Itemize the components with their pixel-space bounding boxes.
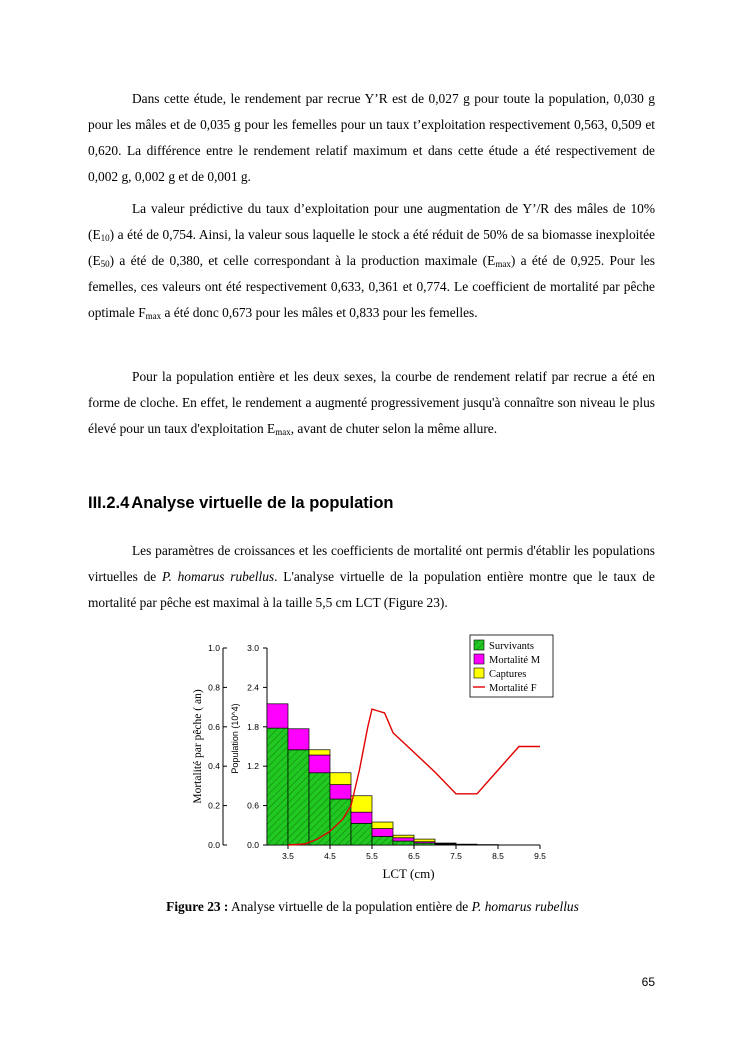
bar-survivants bbox=[267, 728, 288, 845]
bar-survivants bbox=[351, 823, 372, 845]
y-tick-label-population: 2.4 bbox=[247, 682, 259, 693]
x-tick-label: 3.5 bbox=[282, 851, 294, 861]
page-number: 65 bbox=[641, 975, 655, 989]
y-tick-label-population: 3.0 bbox=[247, 643, 259, 653]
y-tick-label-mortality: 0.4 bbox=[208, 761, 220, 772]
y-tick-label-mortality: 0.8 bbox=[208, 682, 220, 693]
legend-label: Captures bbox=[489, 669, 527, 680]
paragraph-population-entiere bbox=[88, 364, 655, 442]
bar-captures bbox=[372, 822, 393, 829]
legend-label: Survivants bbox=[489, 641, 534, 652]
p2-text-a: La valeur prédictive du taux d’exploitation pour une augmentation de Y’/R des mâles de 10% (E bbox=[88, 201, 655, 242]
section-number: III.2.4 bbox=[88, 494, 130, 512]
bar-survivants bbox=[372, 836, 393, 845]
bar-mortalit-m bbox=[330, 785, 351, 799]
bar-captures bbox=[309, 750, 330, 755]
p2-sub-e50: 50 bbox=[100, 259, 110, 269]
figure-caption bbox=[0, 899, 745, 915]
caption-label: Figure 23 : bbox=[166, 899, 229, 914]
bar-captures bbox=[435, 843, 456, 844]
p2-sub-e10: 10 bbox=[100, 233, 110, 243]
bar-mortalit-m bbox=[309, 755, 330, 773]
y-tick-label-mortality: 0.0 bbox=[208, 840, 220, 850]
figure-23-chart bbox=[185, 630, 565, 892]
caption-text: Analyse virtuelle de la population entière de bbox=[228, 899, 472, 914]
bar-captures bbox=[414, 839, 435, 842]
bar-captures bbox=[393, 835, 414, 838]
y-tick-label-population: 0.6 bbox=[247, 800, 259, 811]
bar-mortalit-m bbox=[393, 838, 414, 841]
p3-text-b: , avant de chuter selon la même allure. bbox=[290, 421, 498, 436]
y-axis-label-mortality: Mortalité par pêche ( an) bbox=[192, 689, 204, 804]
x-tick-label: 7.5 bbox=[450, 851, 462, 861]
bar-captures bbox=[351, 796, 372, 812]
p2-text-b: ) a été de 0,754. Ainsi, la valeur sous laquelle le stock a été réduit de 50% de sa biomasse inexploitée (E bbox=[88, 227, 655, 268]
paragraph-rendement bbox=[88, 86, 655, 190]
p2-sub-fmax: max bbox=[145, 311, 162, 321]
legend-label: Mortalité M bbox=[489, 655, 541, 666]
bar-mortalit-m bbox=[351, 812, 372, 823]
bar-captures bbox=[330, 773, 351, 785]
p3-text-a: Pour la population entière et les deux sexes, la courbe de rendement relatif par recrue a été en forme de cloche. En effet, le rendement a augmenté progressivement jusqu'à connaître son niveau le plus élevé pour un taux d'exploitation E bbox=[88, 369, 655, 436]
p2-text-c: ) a été de 0,380, et celle correspondant à la production maximale (E bbox=[109, 253, 496, 268]
p2-sub-emax: max bbox=[495, 259, 511, 269]
paragraph-rendement-text: Dans cette étude, le rendement par recrue Y’R est de 0,027 g pour toute la population, 0,030 g pour les mâles et de 0,035 g pour les femelles pour un taux t’exploitation respectivement 0,563, 0,509 et 0,620. La différence entre le rendement relatif maximum et dans cette étude a été respectivement de 0,002 g, 0,002 g et de 0,001 g. bbox=[88, 91, 655, 184]
x-tick-label: 6.5 bbox=[408, 851, 420, 861]
y-tick-label-mortality: 0.2 bbox=[208, 800, 220, 811]
x-tick-label: 9.5 bbox=[534, 851, 546, 861]
p4-text-b: . L'analyse virtuelle de la population entière montre que le taux de mortalité par pêche est maximal à la taille 5,5 cm LCT (Figure 23). bbox=[88, 569, 655, 610]
y-tick-label-population: 1.2 bbox=[247, 761, 259, 772]
legend-label: Mortalité F bbox=[489, 683, 537, 694]
x-tick-label: 8.5 bbox=[492, 851, 504, 861]
legend-swatch bbox=[474, 654, 484, 664]
bar-mortalit-m bbox=[372, 829, 393, 837]
x-tick-label: 5.5 bbox=[366, 851, 378, 861]
bar-survivants bbox=[288, 750, 309, 845]
p4-text-a: Les paramètres de croissances et les coefficients de mortalité ont permis d'établir les populations virtuelles de bbox=[88, 543, 655, 584]
bar-mortalit-m bbox=[267, 704, 288, 728]
x-tick-label: 4.5 bbox=[324, 851, 336, 861]
p2-text-e: a été donc 0,673 pour les mâles et 0,833 pour les femelles. bbox=[161, 305, 478, 320]
p4-species: P. homarus rubellus bbox=[162, 569, 275, 584]
legend-swatch bbox=[474, 668, 484, 678]
p3-sub-emax: max bbox=[275, 427, 291, 437]
y-tick-label-population: 1.8 bbox=[247, 721, 259, 732]
section-heading bbox=[88, 494, 394, 513]
paragraph-valeur-predictive bbox=[88, 196, 655, 326]
bar-mortalit-m bbox=[288, 729, 309, 750]
bar-survivants bbox=[309, 773, 330, 845]
y-tick-label-population: 0.0 bbox=[247, 840, 259, 850]
paragraph-analyse-virtuelle bbox=[88, 538, 655, 616]
caption-species: P. homarus rubellus bbox=[471, 899, 579, 914]
legend-swatch bbox=[474, 640, 484, 650]
y-axis-label-population: Population (10^4) bbox=[230, 703, 240, 774]
section-title: Analyse virtuelle de la population bbox=[131, 494, 394, 512]
p2-text-d: ) a été de 0,925. Pour les femelles, ces valeurs ont été respectivement 0,633, 0,361 et 0,774. Le coefficient de mortalité par pêche optimale F bbox=[88, 253, 655, 320]
x-axis-label: LCT (cm) bbox=[382, 866, 435, 881]
y-tick-label-mortality: 0.6 bbox=[208, 721, 220, 732]
y-tick-label-mortality: 1.0 bbox=[208, 643, 220, 653]
bar-survivants bbox=[393, 841, 414, 845]
